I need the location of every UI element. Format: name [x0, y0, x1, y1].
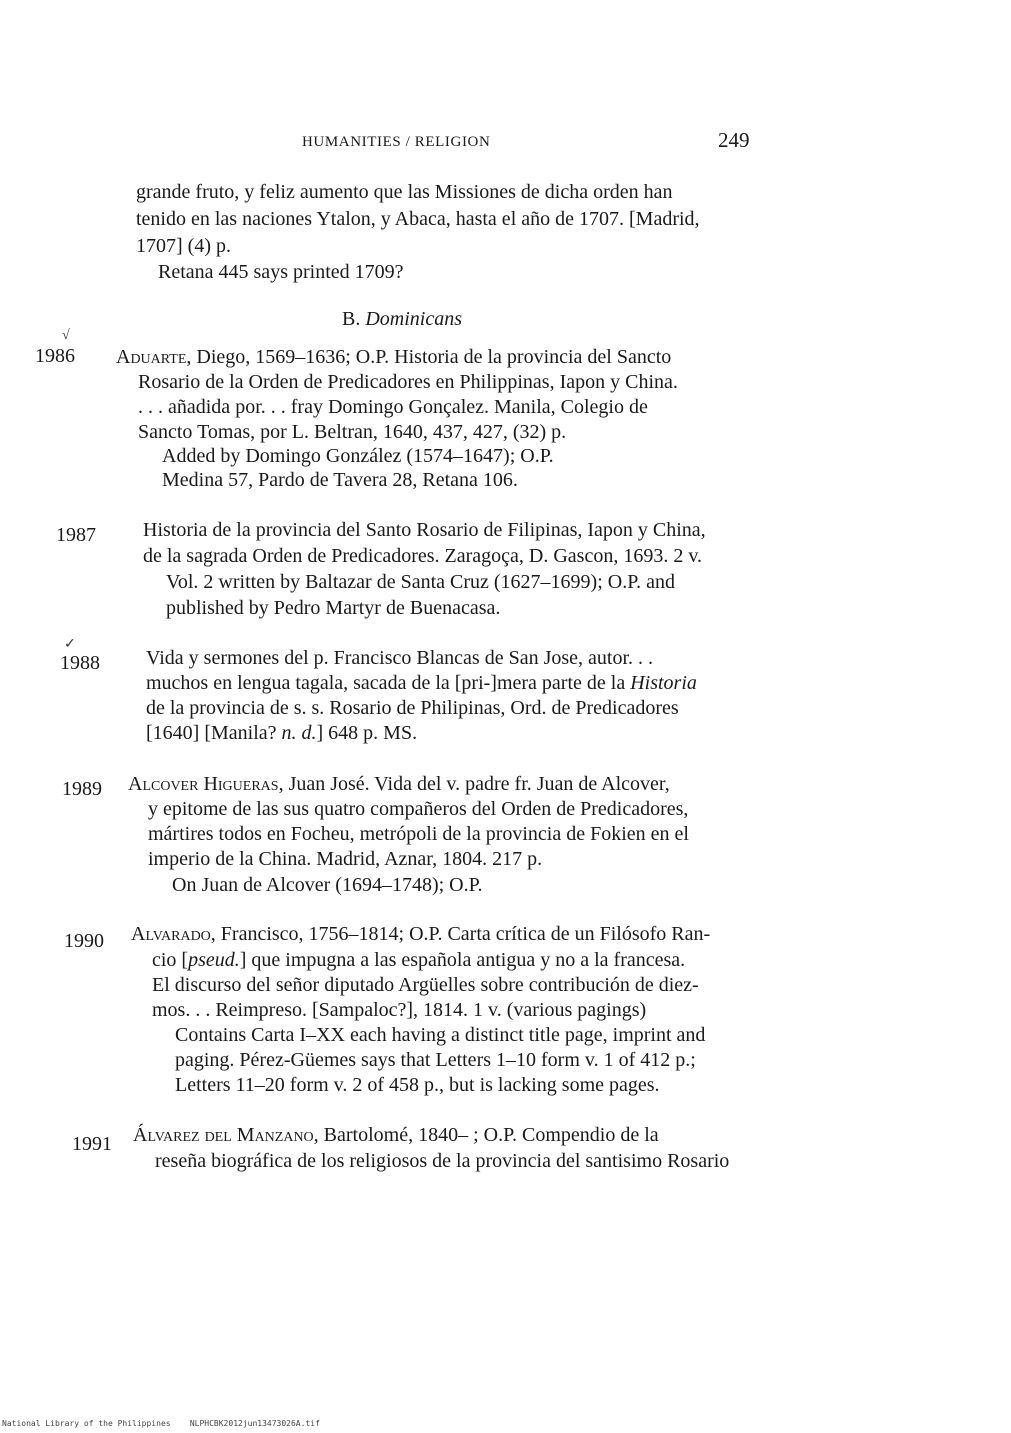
entry-note: On Juan de Alcover (1694–1748); O.P. [172, 874, 483, 896]
entry-line: cio [pseud.] que impugna a las española antigua y no a la francesa. [152, 949, 686, 971]
entry-line: de la provincia de s. s. Rosario de Philipinas, Ord. de Predicadores [146, 697, 679, 719]
entry-number: 1990 [64, 930, 104, 952]
entry-line: Historia de la provincia del Santo Rosario de Filipinas, Iapon y China, [143, 519, 706, 541]
intro-note: Retana 445 says printed 1709? [158, 261, 404, 283]
scan-footer: National Library of the Philippines NLPHCBK2012jun13473026A.tif [2, 1419, 320, 1428]
entry-line: El discurso del señor diputado Argüelles sobre contribución de diez- [152, 974, 699, 996]
entry-line: . . . añadida por. . . fray Domingo Gonçalez. Manila, Colegio de [138, 396, 648, 418]
entry-line: [1640] [Manila? n. d.] 648 p. MS. [146, 722, 418, 744]
intro-line: tenido en las naciones Ytalon, y Abaca, hasta el año de 1707. [Madrid, [136, 208, 700, 230]
entry-first-line: Aduarte, Diego, 1569–1636; O.P. Historia de la provincia del Sancto [116, 346, 672, 368]
entry-line: muchos en lengua tagala, sacada de la [pri-]mera parte de la Historia [146, 672, 697, 694]
entry-first-line: Alvarado, Francisco, 1756–1814; O.P. Carta crítica de un Filósofo Ran- [131, 923, 711, 945]
check-mark-icon: √ [62, 328, 70, 343]
entry-line: Sancto Tomas, por L. Beltran, 1640, 437, 427, (32) p. [138, 421, 567, 443]
entry-author: Álvarez del Manzano [133, 1124, 314, 1146]
entry-line: mos. . . Reimpreso. [Sampaloc?], 1814. 1 v. (various pagings) [152, 999, 647, 1021]
entry-first-line: Álvarez del Manzano, Bartolomé, 1840– ; O.P. Compendio de la [133, 1124, 659, 1146]
entry-number: 1987 [56, 524, 96, 546]
intro-line: 1707] (4) p. [136, 235, 231, 257]
entry-number: 1988 [60, 652, 100, 674]
entry-note: Vol. 2 written by Baltazar de Santa Cruz (1627–1699); O.P. and [166, 571, 675, 593]
entry-line: mártires todos en Focheu, metrópoli de la provincia de Fokien en el [148, 823, 689, 845]
entry-number: 1986 [35, 345, 75, 367]
entry-line: de la sagrada Orden de Predicadores. Zaragoça, D. Gascon, 1693. 2 v. [143, 545, 703, 567]
check-mark-icon: ✓ [64, 637, 76, 652]
entry-author: Alcover Higueras [128, 773, 279, 795]
entry-author: Aduarte [116, 346, 187, 368]
intro-line: grande fruto, y feliz aumento que las Missiones de dicha orden han [136, 181, 673, 203]
entry-line: Vida y sermones del p. Francisco Blancas de San Jose, autor. . . [146, 647, 654, 669]
running-header: HUMANITIES / RELIGION [302, 134, 491, 150]
entry-note: Letters 11–20 form v. 2 of 458 p., but is lacking some pages. [175, 1074, 660, 1096]
entry-author: Alvarado [131, 923, 211, 945]
entry-note: Added by Domingo González (1574–1647); O.P. [162, 445, 554, 467]
entry-first-line: Alcover Higueras, Juan José. Vida del v. padre fr. Juan de Alcover, [128, 773, 670, 795]
entry-note: published by Pedro Martyr de Buenacasa. [166, 597, 501, 619]
entry-number: 1989 [62, 778, 102, 800]
entry-line: Rosario de la Orden de Predicadores en Philippinas, Iapon y China. [138, 371, 678, 393]
entry-line: y epitome de las sus quatro compañeros del Orden de Predicadores, [148, 798, 689, 820]
entry-note: Contains Carta I–XX each having a distinct title page, imprint and [175, 1024, 706, 1046]
entry-note: paging. Pérez-Güemes says that Letters 1–10 form v. 1 of 412 p.; [175, 1049, 696, 1071]
entry-note: Medina 57, Pardo de Tavera 28, Retana 106. [162, 469, 518, 491]
section-heading: B. Dominicans [342, 308, 463, 330]
entry-line: reseña biográfica de los religiosos de la provincia del santisimo Rosario [155, 1150, 730, 1172]
entry-line: imperio de la China. Madrid, Aznar, 1804. 217 p. [148, 848, 543, 870]
entry-number: 1991 [72, 1133, 112, 1155]
page-number: 249 [718, 128, 750, 152]
